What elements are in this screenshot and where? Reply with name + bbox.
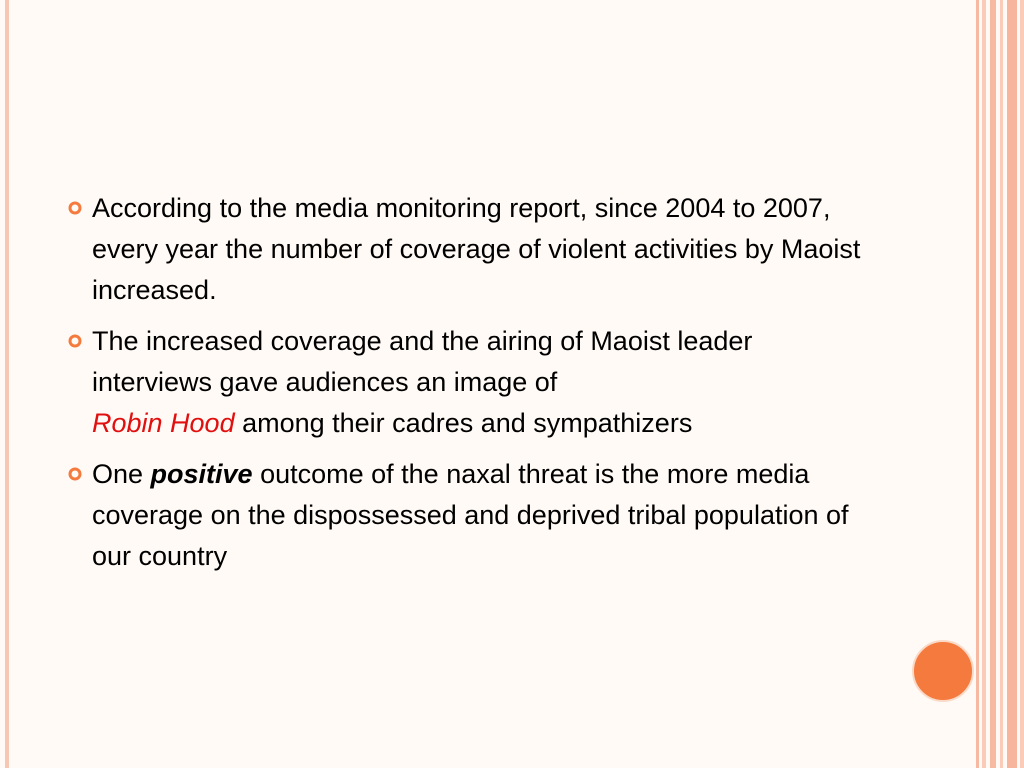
ring-bullet-icon — [68, 201, 82, 215]
stripe — [1007, 0, 1017, 768]
bullet-text: One — [92, 459, 151, 489]
bullet-text: outcome of the naxal threat is the more media coverage on the dispossessed and deprived tribal population of our country — [92, 459, 849, 571]
bullet-text: According to the media monitoring report, since 2004 to 2007, every year the number of coverage of violent activities by Maoist increased. — [92, 193, 861, 305]
positive-emphasis: positive — [150, 459, 253, 489]
ring-bullet-icon — [68, 334, 82, 348]
stripe — [1000, 0, 1003, 768]
bullet-list — [64, 188, 864, 587]
bullet-text: The increased coverage and the airing of Maoist leader interviews gave audiences an image of — [92, 326, 753, 397]
stripe — [990, 0, 996, 768]
orange-circle-decoration — [912, 640, 974, 702]
robin-hood-highlight: Robin Hood — [92, 408, 235, 438]
right-stripes-decoration — [976, 0, 1024, 768]
bullet-item-2 — [64, 321, 864, 444]
left-border-decoration — [5, 0, 9, 768]
stripe — [976, 0, 979, 768]
bullet-item-3 — [64, 454, 864, 577]
bullet-text: among their cadres and sympathizers — [234, 408, 693, 438]
bullet-item-1 — [64, 188, 864, 311]
stripe — [982, 0, 986, 768]
stripe — [1020, 0, 1024, 768]
ring-bullet-icon — [68, 467, 82, 481]
